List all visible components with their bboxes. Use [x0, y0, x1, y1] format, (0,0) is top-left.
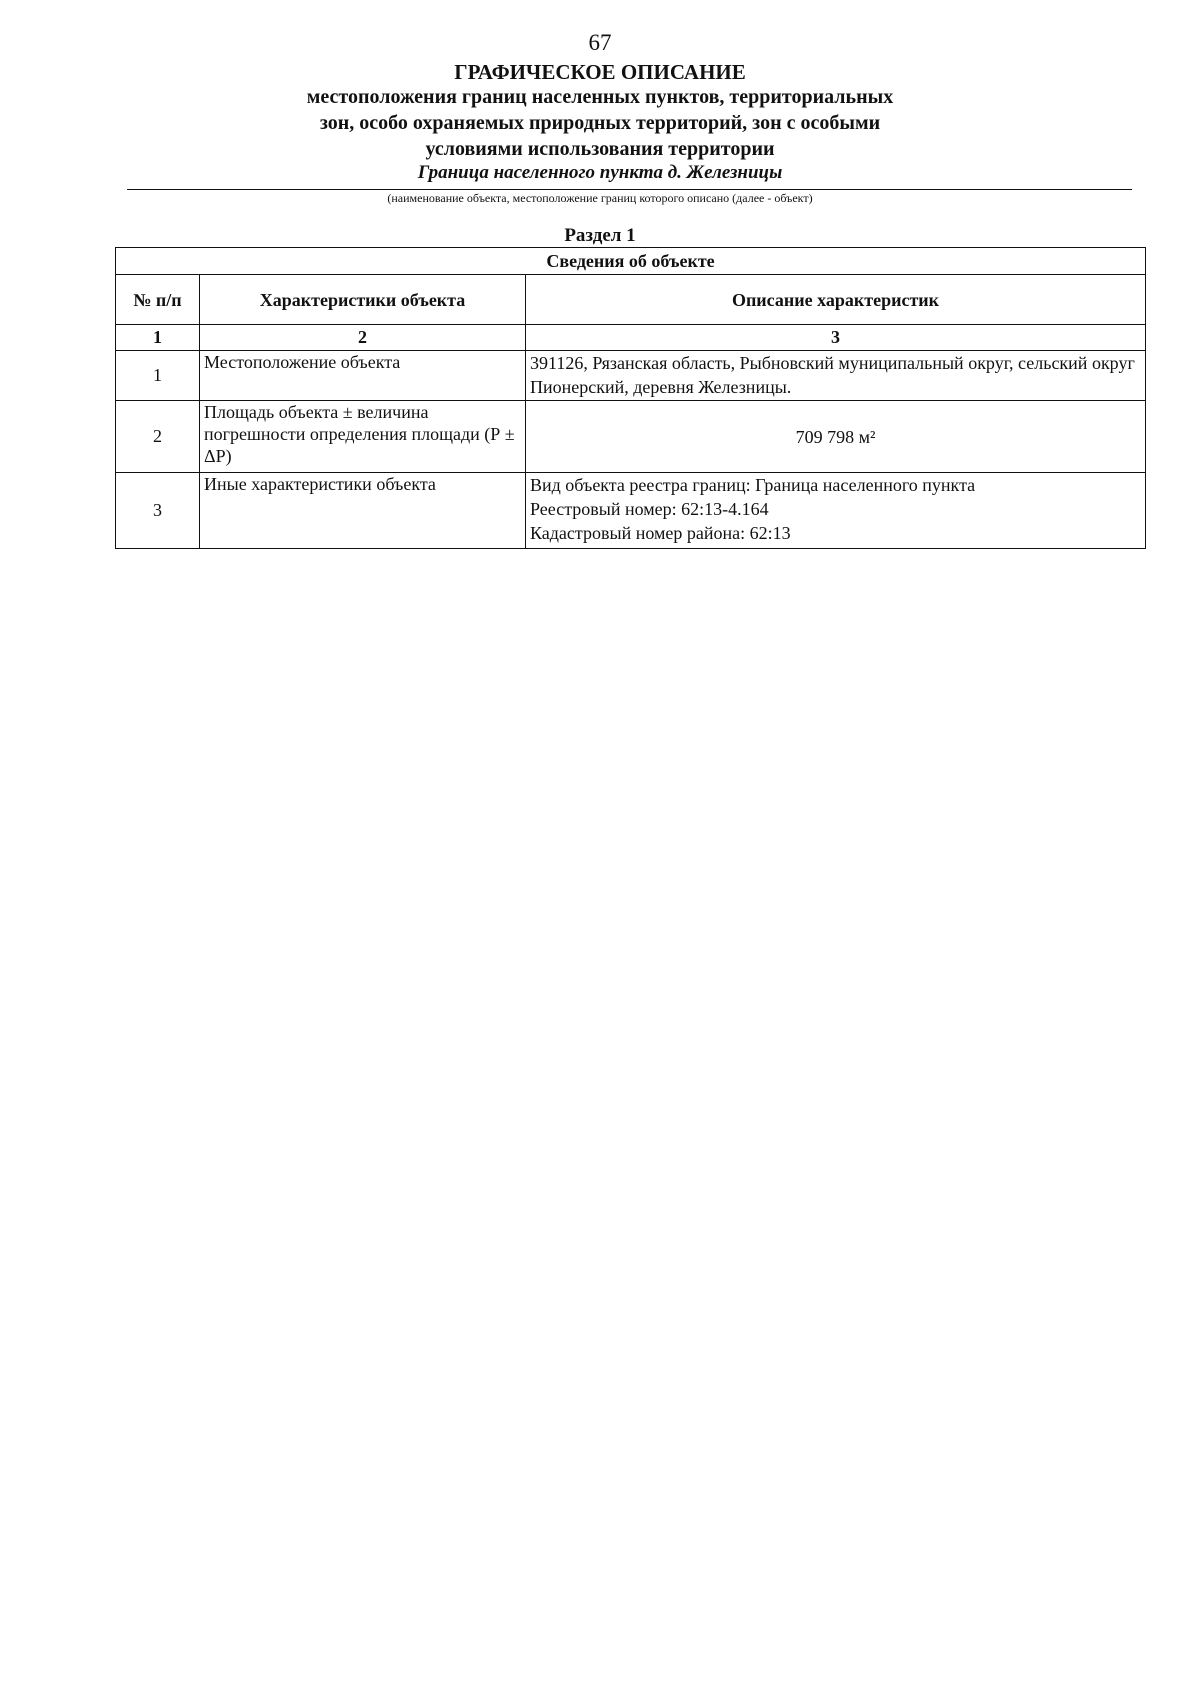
description-line: Реестровый номер: 62:13-4.164	[530, 499, 769, 519]
row-number: 1	[116, 351, 200, 401]
object-name-underline	[127, 189, 1132, 190]
table-caption-row	[116, 248, 1146, 275]
page-number: 67	[588, 30, 612, 55]
column-index: 3	[526, 325, 1146, 351]
header-characteristic: Характеристики объекта	[200, 275, 526, 325]
column-index-row	[116, 325, 1146, 351]
title-line-1: местоположения границ населенных пунктов, территориальных	[306, 86, 894, 108]
description-line: Кадастровый номер района: 62:13	[530, 523, 791, 543]
row-number: 3	[116, 473, 200, 549]
row-description	[526, 473, 1146, 549]
table-row	[116, 351, 1146, 401]
row-characteristic: Площадь объекта ± величина погрешности определения площади (Р ± ΔР)	[200, 401, 526, 473]
row-number: 2	[116, 401, 200, 473]
title-main: ГРАФИЧЕСКОЕ ОПИСАНИЕ	[454, 60, 746, 84]
column-index: 2	[200, 325, 526, 351]
table-caption: Сведения об объекте	[116, 248, 1146, 275]
table-row	[116, 401, 1146, 473]
description-line: Вид объекта реестра границ: Граница населенного пункта	[530, 475, 976, 495]
row-description: 709 798 м²	[526, 401, 1146, 473]
table-row	[116, 473, 1146, 549]
table-header-row	[116, 275, 1146, 325]
header-description: Описание характеристик	[526, 275, 1146, 325]
document-title	[0, 60, 1200, 162]
column-index: 1	[116, 325, 200, 351]
object-info-table	[115, 247, 1146, 549]
row-characteristic: Местоположение объекта	[200, 351, 526, 401]
row-description: 391126, Рязанская область, Рыбновский муниципальный округ, сельский округ Пионерский, деревня Железницы.	[526, 351, 1146, 401]
row-characteristic: Иные характеристики объекта	[200, 473, 526, 549]
object-caption: (наименование объекта, местоположение границ которого описано (далее - объект)	[387, 191, 813, 205]
header-number: № п/п	[116, 275, 200, 325]
title-line-2: зон, особо охраняемых природных территорий, зон с особыми	[319, 112, 881, 134]
section-title: Раздел 1	[564, 225, 636, 246]
title-line-3: условиями использования территории	[425, 138, 775, 160]
object-name: Граница населенного пункта д. Железницы	[417, 162, 783, 183]
